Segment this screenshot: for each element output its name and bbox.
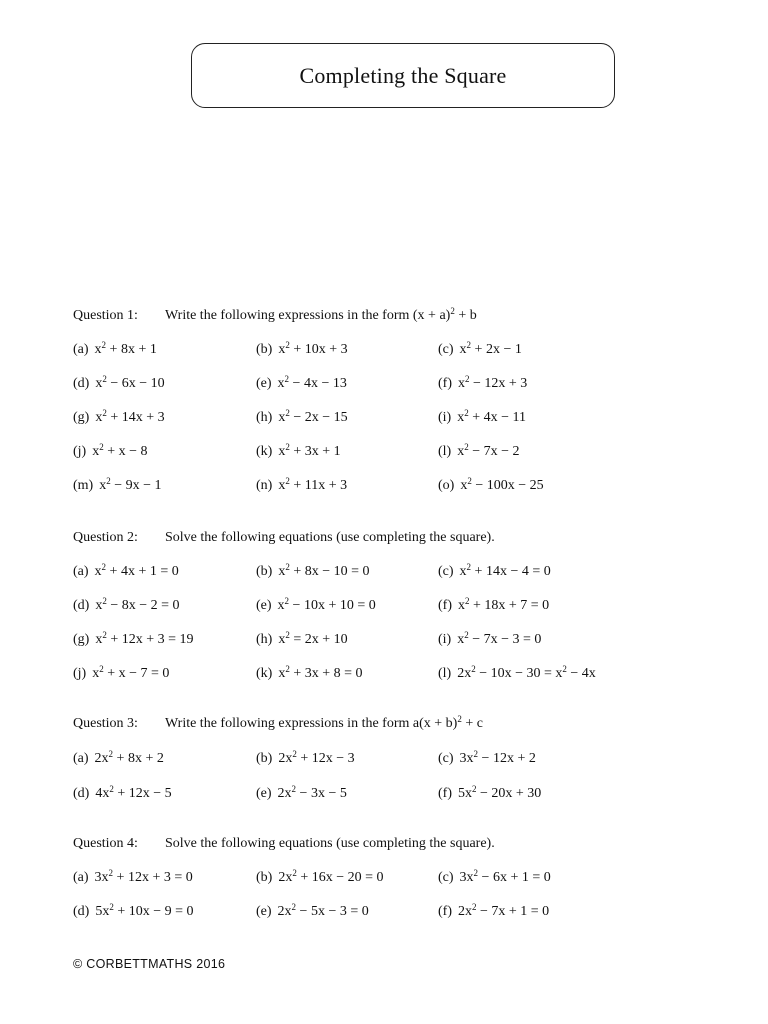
item-expression: $x^2 - 7x - 3 = 0$ [457,630,542,647]
item-label: (f) [438,376,452,391]
item-expression: $5x^2 + 10x - 9 = 0$ [95,902,194,919]
question-heading [73,836,495,852]
item-label: (l) [438,666,452,681]
item-expression: $2x^2 + 12x - 3$ [278,749,355,766]
question-item [438,632,541,648]
item-label: (g) [73,632,90,647]
item-expression: $2x^2 - 7x + 1 = 0$ [458,902,550,919]
item-label: (e) [256,786,272,801]
item-label: (m) [73,478,94,493]
item-label: (c) [438,751,454,766]
question-item [438,410,526,426]
item-expression: $x^2 + 10x + 3$ [278,340,348,357]
item-label: (d) [73,786,90,801]
item-label: (h) [256,410,273,425]
item-expression: $2x^2 - 5x - 3 = 0$ [277,902,369,919]
question-item [73,786,172,802]
item-expression: $x^2 + 3x + 8 = 0$ [278,664,363,681]
question-item [256,410,348,426]
item-expression: $x^2 + x - 8$ [92,442,148,459]
item-expression: $x^2 = 2x + 10$ [278,630,348,647]
question-instruction: Solve the following equations (use completing the square). [165,530,495,545]
question-number: Question 2: [73,530,138,545]
item-expression: $x^2 + 3x + 1$ [278,442,341,459]
question-item [438,904,549,920]
question-heading [73,716,483,732]
item-expression: $2x^2 - 3x - 5$ [277,784,347,801]
question-item [438,444,520,460]
item-expression: $x^2 + 12x + 3 = 19$ [95,630,194,647]
item-label: (f) [438,904,452,919]
item-label: (i) [438,632,452,647]
item-label: (e) [256,376,272,391]
item-label: (c) [438,342,454,357]
item-label: (a) [73,751,89,766]
item-label: (d) [73,376,90,391]
item-expression: $x^2 + 8x + 1$ [94,340,157,357]
question-item [73,870,193,886]
question-item [256,786,347,802]
title-box [191,43,615,108]
item-expression: $x^2 - 12x + 3$ [458,374,528,391]
question-item [73,410,165,426]
item-expression: $x^2 + 4x - 11$ [457,408,526,425]
question-item [73,564,179,580]
item-label: (n) [256,478,273,493]
item-label: (b) [256,751,273,766]
item-expression: $x^2 + 8x - 10 = 0$ [278,562,370,579]
question-heading [73,308,477,324]
question-item [73,376,165,392]
copyright-footer: © CORBETTMATHS 2016 [73,957,226,971]
question-item [73,904,194,920]
item-label: (e) [256,598,272,613]
item-label: (h) [256,632,273,647]
question-item [256,478,347,494]
item-label: (a) [73,342,89,357]
item-expression: $x^2 - 100x - 25$ [460,476,544,493]
item-expression: $x^2 - 9x - 1$ [99,476,162,493]
item-label: (d) [73,904,90,919]
question-number: Question 3: [73,716,138,731]
item-expression: $x^2 + 2x - 1$ [459,340,522,357]
item-label: (d) [73,598,90,613]
item-label: (k) [256,666,273,681]
question-item [256,376,347,392]
question-item [256,342,348,358]
item-expression: $x^2 - 8x - 2 = 0$ [95,596,180,613]
item-expression: $x^2 - 7x - 2$ [457,442,520,459]
item-expression: $2x^2 - 10x - 30 = x^2 - 4x$ [457,664,596,681]
question-item [256,870,384,886]
question-item [438,870,551,886]
item-label: (b) [256,870,273,885]
item-expression: $3x^2 - 12x + 2$ [459,749,536,766]
item-label: (c) [438,564,454,579]
question-item [256,564,370,580]
item-label: (j) [73,666,87,681]
question-number: Question 1: [73,308,138,323]
question-item [73,666,169,682]
question-instruction: Write the following expressions in the form $(x + a)^2 + b$ [165,306,477,323]
item-expression: $x^2 + 4x + 1 = 0$ [94,562,179,579]
question-item [256,666,363,682]
question-item [438,342,522,358]
item-expression: $x^2 - 10x + 10 = 0$ [277,596,376,613]
item-expression: $x^2 - 6x - 10$ [95,374,165,391]
item-expression: $x^2 + 14x + 3$ [95,408,165,425]
item-expression: $2x^2 + 16x - 20 = 0$ [278,868,384,885]
item-label: (b) [256,564,273,579]
item-label: (f) [438,598,452,613]
question-item [73,478,162,494]
question-item [256,904,369,920]
item-label: (k) [256,444,273,459]
item-expression: $x^2 + 11x + 3$ [278,476,348,493]
question-item [438,478,544,494]
question-item [256,598,376,614]
item-label: (e) [256,904,272,919]
item-expression: $x^2 + 18x + 7 = 0$ [458,596,550,613]
question-item [73,751,164,767]
question-item [73,598,180,614]
page-title: Completing the Square [299,62,507,88]
question-item [438,564,551,580]
item-expression: $2x^2 + 8x + 2$ [94,749,164,766]
question-item [256,751,355,767]
question-item [73,342,157,358]
question-item [438,751,536,767]
question-item [438,786,541,802]
question-item [438,666,596,682]
item-expression: $3x^2 + 12x + 3 = 0$ [94,868,193,885]
item-label: (b) [256,342,273,357]
item-label: (g) [73,410,90,425]
item-label: (f) [438,786,452,801]
question-item [73,632,194,648]
question-heading [73,530,495,546]
item-label: (c) [438,870,454,885]
item-label: (a) [73,870,89,885]
question-item [438,598,549,614]
question-instruction: Solve the following equations (use completing the square). [165,836,495,851]
item-expression: $x^2 + 14x - 4 = 0$ [459,562,551,579]
question-item [438,376,527,392]
item-expression: $4x^2 + 12x - 5$ [95,784,172,801]
item-label: (i) [438,410,452,425]
item-expression: $x^2 - 4x - 13$ [277,374,347,391]
item-expression: $3x^2 - 6x + 1 = 0$ [459,868,551,885]
question-item [256,632,348,648]
item-expression: $x^2 - 2x - 15$ [278,408,348,425]
question-instruction: Write the following expressions in the form $a(x + b)^2 + c$ [165,714,483,731]
item-label: (l) [438,444,452,459]
item-label: (o) [438,478,455,493]
question-item [73,444,148,460]
item-label: (j) [73,444,87,459]
item-expression: $x^2 + x - 7 = 0$ [92,664,170,681]
question-number: Question 4: [73,836,138,851]
item-label: (a) [73,564,89,579]
question-item [256,444,341,460]
item-expression: $5x^2 - 20x + 30$ [458,784,542,801]
